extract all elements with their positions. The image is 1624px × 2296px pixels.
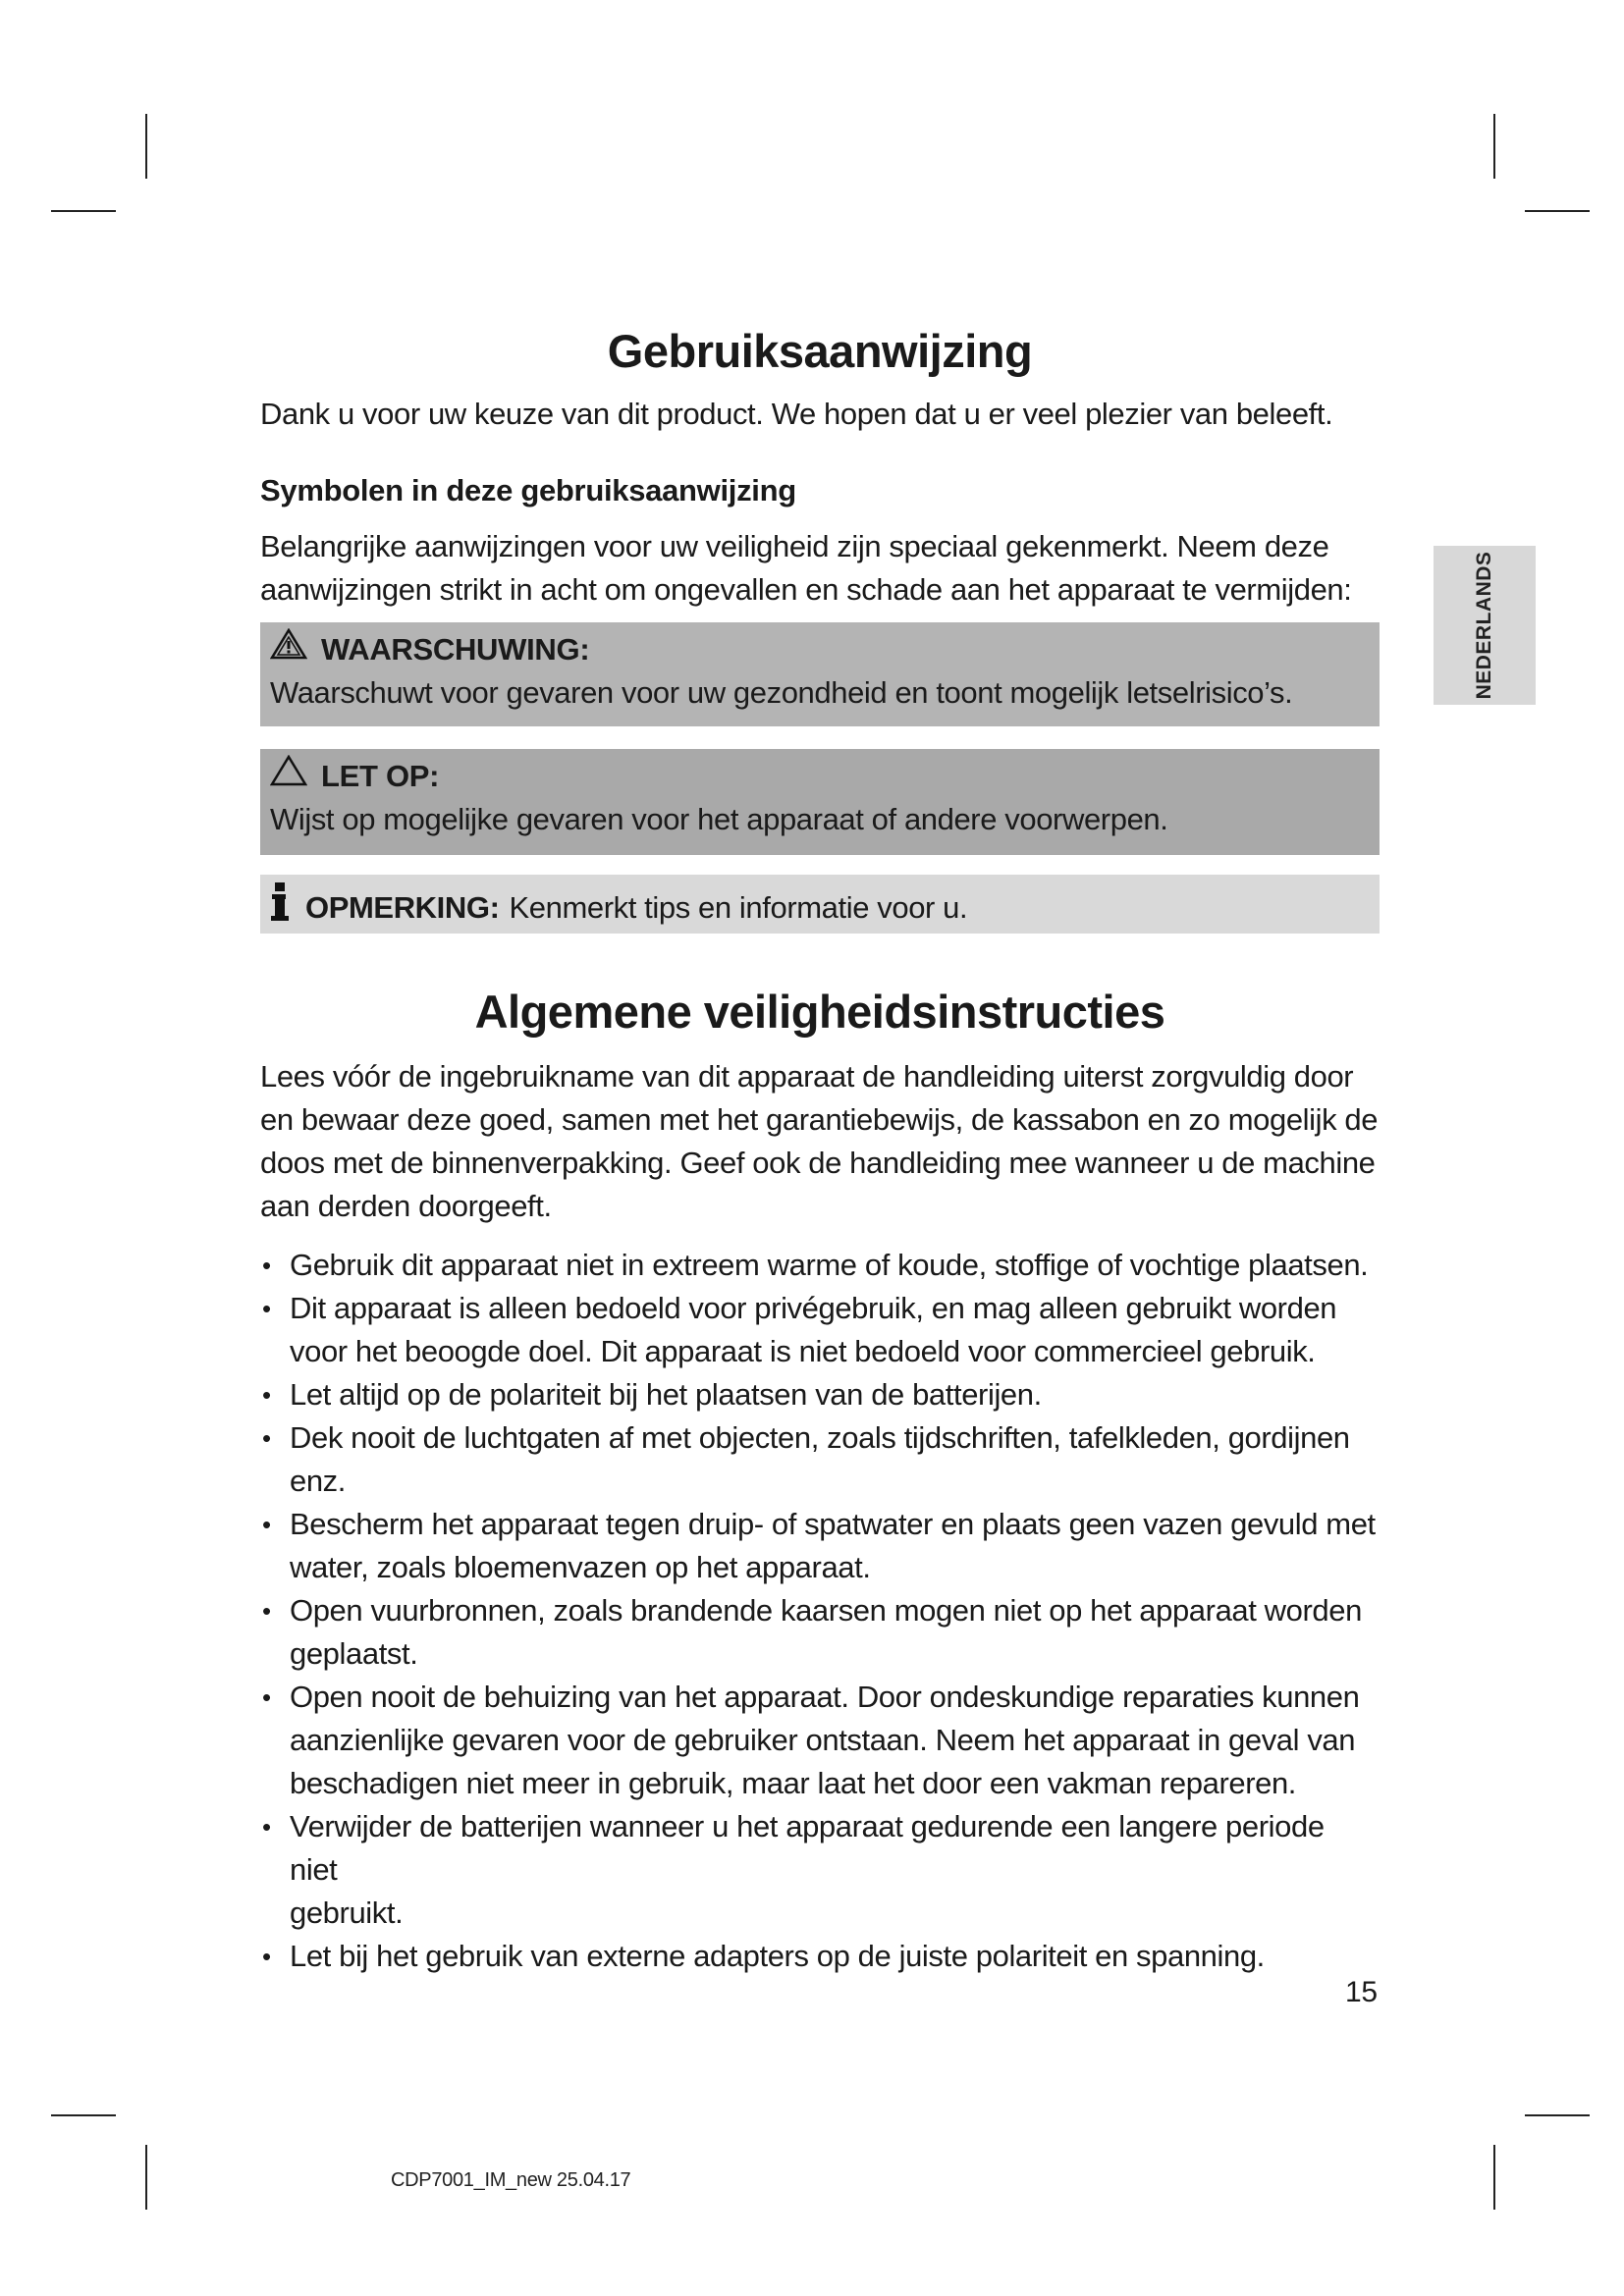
caution-header	[270, 755, 1370, 798]
bullet-icon: •	[262, 1380, 271, 1410]
crop-mark	[1525, 2114, 1590, 2116]
list-item: • Open vuurbronnen, zoals brandende kaarsen mogen niet op het apparaat worden geplaatst.	[260, 1589, 1380, 1676]
list-item: • Open nooit de behuizing van het apparaat. Door ondeskundige reparaties kunnen aanzienlijke gevaren voor de gebruiker ontstaan. Neem het apparaat in geval van beschadigen niet meer in gebruik, maar laat het door een vakman repareren.	[260, 1676, 1380, 1805]
list-item: • Let altijd op de polariteit bij het plaatsen van de batterijen.	[260, 1373, 1380, 1416]
symbols-intro-line: aanwijzingen strikt in acht om ongevallen en schade aan het apparaat te vermijden:	[260, 572, 1352, 607]
caution-label: LET OP:	[321, 759, 440, 793]
list-item: • Gebruik dit apparaat niet in extreem warme of koude, stoffige of vochtige plaatsen.	[260, 1244, 1380, 1287]
bullet-icon: •	[262, 1251, 271, 1280]
crop-mark	[1493, 2145, 1495, 2210]
symbols-intro-line: Belangrijke aanwijzingen voor uw veiligheid zijn speciaal gekenmerkt. Neem deze	[260, 529, 1329, 563]
list-item: • Bescherm het apparaat tegen druip- of spatwater en plaats geen vazen gevuld met water, zoals bloemenvazen op het apparaat.	[260, 1503, 1380, 1589]
bullet-icon: •	[262, 1682, 271, 1712]
note-line	[270, 882, 1370, 934]
caution-triangle-icon	[270, 755, 307, 798]
list-item: • Dit apparaat is alleen bedoeld voor privégebruik, en mag alleen gebruikt worden voor het beoogde doel. Dit apparaat is niet bedoeld voor commercieel gebruik.	[260, 1287, 1380, 1373]
safety-intro-line: doos met de binnenverpakking. Geef ook de handleiding mee wanneer u de machine	[260, 1146, 1376, 1180]
warning-text: Waarschuwt voor gevaren voor uw gezondheid en toont mogelijk letselrisico’s.	[270, 675, 1293, 710]
safety-intro-line: en bewaar deze goed, samen met het garantiebewijs, de kassabon en zo mogelijk de	[260, 1102, 1379, 1137]
note-text: Kenmerkt tips en informatie voor u.	[509, 890, 968, 925]
caution-box	[260, 749, 1380, 855]
crop-mark	[1525, 210, 1590, 212]
note-label: OPMERKING:	[305, 890, 500, 925]
bullet-icon: •	[262, 1423, 271, 1453]
bullet-icon: •	[262, 1942, 271, 1971]
bullet-icon: •	[262, 1510, 271, 1539]
page-number: 15	[1345, 1976, 1378, 2008]
safety-intro	[260, 1055, 1380, 1228]
safety-intro-line: Lees vóór de ingebruikname van dit apparaat de handleiding uiterst zorgvuldig door	[260, 1059, 1354, 1094]
list-item: • Dek nooit de luchtgaten af met objecten, zoals tijdschriften, tafelkleden, gordijnen enz.	[260, 1416, 1380, 1503]
bullet-icon: •	[262, 1596, 271, 1626]
language-tab-label: NEDERLANDS	[1473, 551, 1495, 700]
warning-triangle-icon	[270, 628, 307, 671]
intro-text: Dank u voor uw keuze van dit product. We hopen dat u er veel plezier van beleeft.	[260, 397, 1333, 431]
crop-mark	[51, 210, 116, 212]
crop-mark	[1493, 114, 1495, 179]
crop-mark	[51, 2114, 116, 2116]
warning-label: WAARSCHUWING:	[321, 632, 590, 667]
symbols-heading: Symbolen in deze gebruiksaanwijzing	[260, 473, 796, 507]
warning-box	[260, 622, 1380, 726]
bullet-icon: •	[262, 1812, 271, 1842]
bullet-icon: •	[262, 1294, 271, 1323]
list-item: • Verwijder de batterijen wanneer u het apparaat gedurende een langere periode niet gebruikt.	[260, 1805, 1380, 1935]
symbols-intro	[260, 525, 1380, 612]
safety-intro-line: aan derden doorgeeft.	[260, 1189, 552, 1223]
crop-mark	[145, 2145, 147, 2210]
language-tab	[1434, 546, 1536, 705]
warning-header	[270, 628, 1370, 671]
safety-list	[260, 1244, 1380, 1978]
note-box	[260, 875, 1380, 934]
crop-mark	[145, 114, 147, 179]
caution-text: Wijst op mogelijke gevaren voor het apparaat of andere voorwerpen.	[270, 802, 1168, 836]
list-item: • Let bij het gebruik van externe adapters op de juiste polariteit en spanning.	[260, 1935, 1380, 1978]
info-icon	[270, 882, 290, 934]
page-title: Gebruiksaanwijzing	[607, 325, 1033, 377]
footer-code: CDP7001_IM_new 25.04.17	[391, 2169, 631, 2191]
safety-title: Algemene veiligheidsinstructies	[474, 986, 1165, 1038]
